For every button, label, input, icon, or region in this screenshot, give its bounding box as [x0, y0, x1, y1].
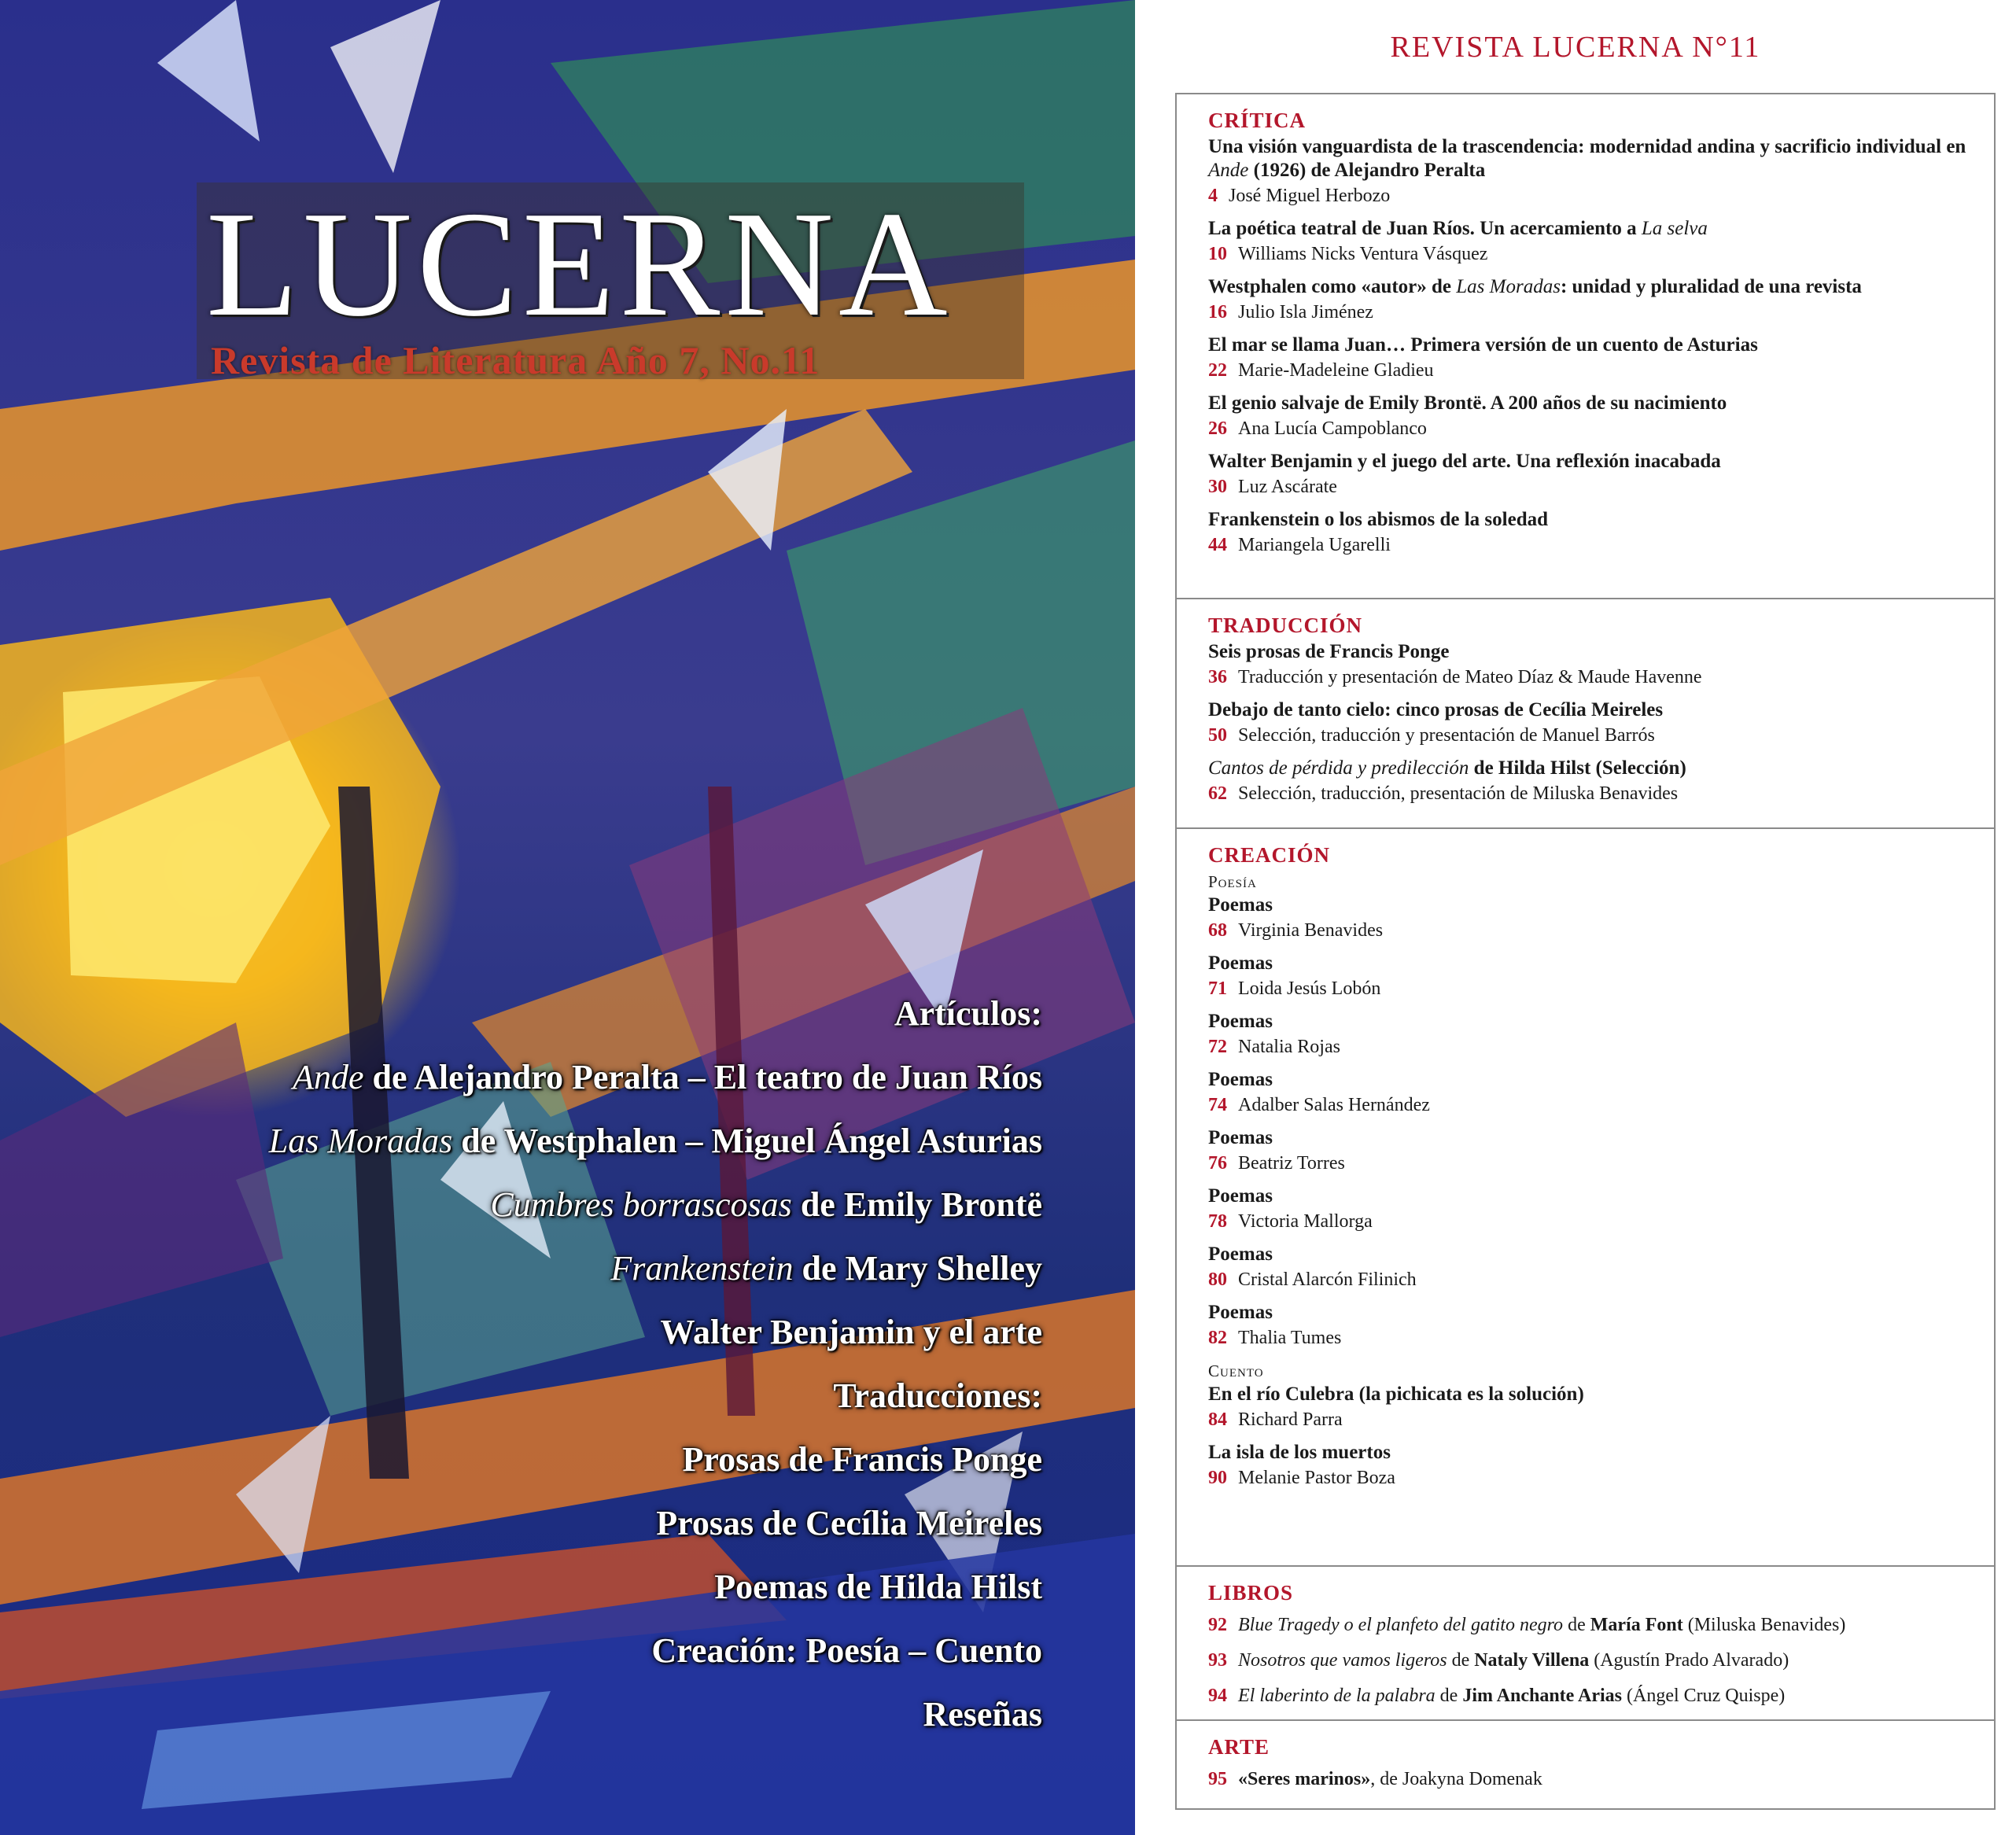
art-title: «Seres marinos»: [1238, 1769, 1371, 1789]
cover-line-text: de Alejandro Peralta – El teatro de Juan Ríos: [363, 1058, 1042, 1096]
cover-line: [20, 1236, 1042, 1300]
toc-item-title: [1208, 450, 1970, 473]
author-name: Thalia Tumes: [1238, 1328, 1342, 1348]
title-italic: Las Moradas: [1456, 276, 1561, 297]
toc-item-title: Poemas: [1208, 1127, 1273, 1148]
toc-item-author: [1208, 299, 1970, 326]
author-name: Natalia Rojas: [1238, 1037, 1340, 1057]
title-text: La poética teatral de Juan Ríos. Un acercamiento a: [1208, 218, 1642, 239]
page-number: 90: [1208, 1468, 1227, 1488]
author-name: Julio Isla Jiménez: [1238, 302, 1373, 322]
page-number: 80: [1208, 1269, 1227, 1290]
toc-item-author: [1208, 664, 1970, 691]
book-author: Nataly Villena: [1474, 1650, 1590, 1671]
cover-line-text: Traducciones:: [833, 1376, 1042, 1415]
title-text: El genio salvaje de Emily Brontë. A 200 años de su nacimiento: [1208, 392, 1727, 414]
page-number: 22: [1208, 360, 1227, 381]
cover-line: [20, 1428, 1042, 1491]
arte-items: [1208, 1762, 1970, 1797]
cover-line: [20, 1173, 1042, 1236]
toc-item-author: [1208, 1150, 1970, 1177]
title-text: : unidad y pluralidad de una revista: [1560, 276, 1862, 297]
cover-line: [20, 1619, 1042, 1682]
toc-item-author: [1208, 1465, 1970, 1491]
section-libros: [1177, 1567, 1994, 1721]
page-number: 76: [1208, 1153, 1227, 1174]
toc-item-author: [1208, 1406, 1970, 1433]
book-review-line: [1208, 1643, 1970, 1678]
toc-item-author: [1208, 1208, 1970, 1235]
toc-item-author: [1208, 415, 1970, 442]
cover-line: [20, 1364, 1042, 1428]
critica-items: [1208, 135, 1970, 558]
cover-line-text: de Westphalen – Miguel Ángel Asturias: [452, 1122, 1042, 1160]
page-number: 10: [1208, 244, 1227, 264]
section-title: CREACIÓN: [1208, 843, 1331, 867]
toc-item-title: Poemas: [1208, 1244, 1273, 1265]
section-creacion: [1177, 829, 1994, 1567]
book-review-line: [1208, 1608, 1970, 1643]
section-arte: [1177, 1721, 1994, 1797]
toc-item-author: [1208, 917, 1970, 944]
book-author: Jim Anchante Arias: [1462, 1686, 1622, 1706]
author-name: Richard Parra: [1238, 1409, 1343, 1430]
toc-item-author: [1208, 975, 1970, 1002]
toc-item-title: [1208, 757, 1970, 780]
book-reviewer: (Ángel Cruz Quispe): [1622, 1686, 1786, 1706]
toc-item-title: [1208, 508, 1970, 532]
section-traduccion: [1177, 599, 1994, 829]
book-review-line: [1208, 1678, 1970, 1714]
table-of-contents: [1175, 93, 1996, 1810]
author-name: Mariangela Ugarelli: [1238, 535, 1391, 555]
section-title: CRÍTICA: [1208, 109, 1307, 132]
title-text: El mar se llama Juan… Primera versión de un cuento de Asturias: [1208, 334, 1758, 356]
author-name: José Miguel Herbozo: [1229, 186, 1391, 206]
toc-item-title: Poemas: [1208, 894, 1273, 916]
toc-item-author: [1208, 241, 1970, 267]
cover-line-text: Artículos:: [894, 994, 1042, 1033]
page-number: 68: [1208, 920, 1227, 941]
cover-line-text: Prosas de Cecília Meireles: [656, 1504, 1042, 1542]
toc-item-author: [1208, 1325, 1970, 1351]
author-name: Melanie Pastor Boza: [1238, 1468, 1395, 1488]
book-connector: de: [1447, 1650, 1475, 1671]
page-number: 92: [1208, 1615, 1227, 1635]
toc-item-title: [1208, 333, 1970, 357]
toc-item-title: Poemas: [1208, 1011, 1273, 1032]
toc-item-title: [1208, 698, 1970, 722]
toc-item-title: [1208, 275, 1970, 299]
title-text: Una visión vanguardista de la trascendencia: modernidad andina y sacrificio individual en: [1208, 136, 1966, 157]
page-number: 26: [1208, 418, 1227, 439]
title-text: de Hilda Hilst (Selección): [1469, 757, 1686, 779]
cover-title: LUCERNA: [206, 180, 953, 348]
art-line: [1208, 1762, 1970, 1797]
section-critica: [1177, 94, 1994, 599]
toc-item-title: Poemas: [1208, 953, 1273, 974]
toc-item-title: La isla de los muertos: [1208, 1442, 1391, 1463]
cover-line: [20, 1300, 1042, 1364]
book-connector: de: [1563, 1615, 1590, 1635]
toc-item-author: [1208, 473, 1970, 500]
author-name: Williams Nicks Ventura Vásquez: [1238, 244, 1488, 264]
author-name: Beatriz Torres: [1238, 1153, 1345, 1174]
page-number: 50: [1208, 725, 1227, 746]
cover-line-italic: Ande: [293, 1058, 364, 1096]
author-name: Selección, traducción y presentación de Manuel Barrós: [1238, 725, 1655, 746]
author-name: Virginia Benavides: [1238, 920, 1384, 941]
author-name: Traducción y presentación de Mateo Díaz & Maude Havenne: [1238, 667, 1702, 687]
cover-line: [20, 982, 1042, 1045]
cover-subtitle: Revista de Literatura Año 7, No.11: [211, 338, 820, 382]
cover-line-text: Prosas de Francis Ponge: [682, 1440, 1042, 1479]
cover-line-italic: Cumbres borrascosas: [490, 1185, 792, 1224]
libros-items: [1208, 1608, 1970, 1714]
page-number: 78: [1208, 1211, 1227, 1232]
page-number: 16: [1208, 302, 1227, 322]
author-name: Marie-Madeleine Gladieu: [1238, 360, 1434, 381]
title-text: Debajo de tanto cielo: cinco prosas de Cecília Meireles: [1208, 699, 1664, 720]
cover-contents-list: [20, 982, 1042, 1746]
author-name: Selección, traducción, presentación de Miluska Benavides: [1238, 783, 1679, 804]
page-number: 72: [1208, 1037, 1227, 1057]
author-name: Luz Ascárate: [1238, 477, 1337, 497]
cover-line: [20, 1045, 1042, 1109]
cover-line-text: Poemas de Hilda Hilst: [714, 1568, 1042, 1606]
cover-line-text: de Emily Brontë: [791, 1185, 1042, 1224]
title-italic: Cantos de pérdida y predilección: [1208, 757, 1469, 779]
toc-item-title: Poemas: [1208, 1185, 1273, 1207]
toc-item-author: [1208, 532, 1970, 558]
art-rest: , de Joakyna Domenak: [1370, 1769, 1542, 1789]
page-number: 30: [1208, 477, 1227, 497]
author-name: Victoria Mallorga: [1238, 1211, 1373, 1232]
subsection-poesia: Poesía: [1208, 872, 1257, 891]
book-title: Blue Tragedy o el planfeto del gatito negro: [1238, 1615, 1564, 1635]
cover-line: [20, 1109, 1042, 1173]
title-text: Seis prosas de Francis Ponge: [1208, 641, 1450, 662]
cover-line: [20, 1491, 1042, 1555]
toc-item-author: [1208, 1092, 1970, 1118]
page-number: 94: [1208, 1686, 1227, 1706]
section-title: TRADUCCIÓN: [1208, 614, 1363, 637]
toc-item-title: [1208, 640, 1970, 664]
cover-line-text: Reseñas: [923, 1695, 1042, 1734]
cover-line-text: Creación: Poesía – Cuento: [651, 1631, 1042, 1670]
section-title: LIBROS: [1208, 1581, 1294, 1605]
title-text: Frankenstein o los abismos de la soledad: [1208, 509, 1549, 530]
toc-item-author: [1208, 1034, 1970, 1060]
title-italic: La selva: [1641, 218, 1708, 239]
toc-item-title: En el río Culebra (la pichicata es la solución): [1208, 1384, 1584, 1405]
title-text: (1926) de Alejandro Peralta: [1248, 160, 1486, 181]
cover-line-text: Walter Benjamin y el arte: [660, 1313, 1042, 1351]
author-name: Loida Jesús Lobón: [1238, 978, 1381, 999]
book-author: María Font: [1590, 1615, 1683, 1635]
cover-line-text: de Mary Shelley: [793, 1249, 1042, 1288]
book-reviewer: (Agustín Prado Alvarado): [1589, 1650, 1789, 1671]
book-title: El laberinto de la palabra: [1238, 1686, 1436, 1706]
page-number: 44: [1208, 535, 1227, 555]
page-number: 95: [1208, 1769, 1227, 1789]
toc-item-author: [1208, 1266, 1970, 1293]
author-name: Ana Lucía Campoblanco: [1238, 418, 1427, 439]
cover-line-italic: Frankenstein: [610, 1249, 794, 1288]
title-italic: Ande: [1208, 160, 1249, 181]
title-text: Westphalen como «autor» de: [1208, 276, 1457, 297]
traduccion-items: [1208, 640, 1970, 807]
book-title: Nosotros que vamos ligeros: [1238, 1650, 1447, 1671]
toc-item-author: [1208, 357, 1970, 384]
title-text: Walter Benjamin y el juego del arte. Una reflexión inacabada: [1208, 451, 1721, 472]
index-title: REVISTA LUCERNA N°11: [1390, 31, 1761, 64]
cover-line: [20, 1555, 1042, 1619]
author-name: Adalber Salas Hernández: [1238, 1095, 1430, 1115]
page-number: 62: [1208, 783, 1227, 804]
toc-item-author: [1208, 722, 1970, 749]
toc-item-title: [1208, 392, 1970, 415]
toc-item-author: [1208, 780, 1970, 807]
page-number: 84: [1208, 1409, 1227, 1430]
author-name: Cristal Alarcón Filinich: [1238, 1269, 1417, 1290]
toc-item-title: [1208, 135, 1970, 182]
book-reviewer: (Miluska Benavides): [1682, 1615, 1846, 1635]
toc-item-title: [1208, 217, 1970, 241]
poesia-items: [1208, 894, 1970, 1351]
page-number: 71: [1208, 978, 1227, 999]
page-number: 36: [1208, 667, 1227, 687]
toc-item-author: [1208, 182, 1970, 209]
section-title: ARTE: [1208, 1735, 1270, 1759]
page-number: 4: [1208, 186, 1218, 206]
cuento-items: [1208, 1383, 1970, 1491]
page-number: 93: [1208, 1650, 1227, 1671]
page-number: 74: [1208, 1095, 1227, 1115]
cover-line-italic: Las Moradas: [268, 1122, 453, 1160]
cover-line: [20, 1682, 1042, 1746]
book-connector: de: [1435, 1686, 1463, 1706]
subsection-cuento: Cuento: [1208, 1362, 1264, 1380]
toc-item-title: Poemas: [1208, 1069, 1273, 1090]
toc-item-title: Poemas: [1208, 1302, 1273, 1323]
page-number: 82: [1208, 1328, 1227, 1348]
